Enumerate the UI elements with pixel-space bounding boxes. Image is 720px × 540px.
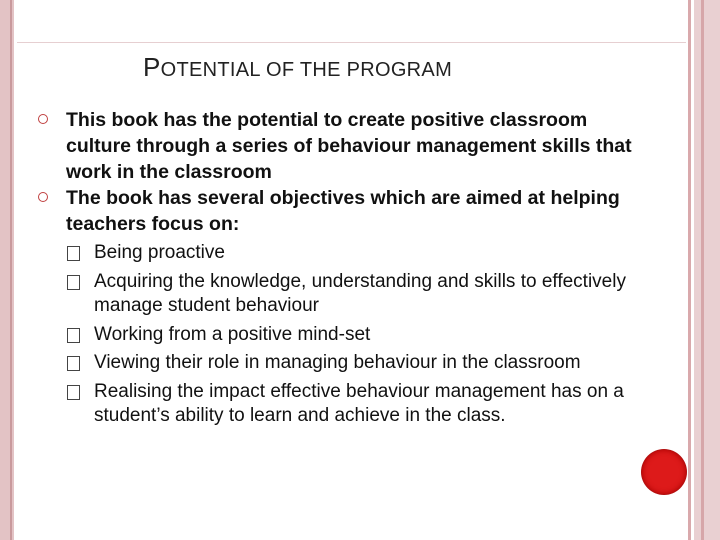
checkbox-bullet-icon bbox=[67, 275, 80, 290]
title-initial: P bbox=[143, 52, 161, 82]
bullet-text: The book has several objectives which are aimed at helping teachers focus on: bbox=[66, 187, 620, 235]
right-border-line-inner bbox=[701, 0, 704, 540]
bullet-text: This book has the potential to create positive classroom culture through a series of behaviour management skills that work in the classroom bbox=[66, 109, 632, 183]
sub-bullet-text: Realising the impact effective behaviour management has on a student’s ability to learn and achieve in the class. bbox=[94, 380, 624, 426]
left-border-line bbox=[10, 0, 12, 540]
slide-title bbox=[143, 52, 452, 83]
circle-bullet-icon bbox=[38, 114, 48, 124]
sub-bullet-item bbox=[36, 323, 656, 348]
top-rule bbox=[17, 42, 686, 43]
sub-bullet-item bbox=[36, 241, 656, 266]
checkbox-bullet-icon bbox=[67, 328, 80, 343]
bullet-item bbox=[36, 185, 656, 237]
sub-bullet-text: Viewing their role in managing behaviour in the classroom bbox=[94, 352, 581, 373]
slide-content bbox=[36, 107, 656, 429]
sub-bullet-item bbox=[36, 270, 656, 319]
bullet-item bbox=[36, 107, 656, 185]
red-circle-icon bbox=[642, 450, 686, 494]
sub-bullet-item bbox=[36, 380, 656, 429]
checkbox-bullet-icon bbox=[67, 356, 80, 371]
right-border-decoration bbox=[694, 0, 720, 540]
circle-bullet-icon bbox=[38, 192, 48, 202]
right-border-line-outer bbox=[688, 0, 691, 540]
sub-bullet-text: Being proactive bbox=[94, 242, 225, 263]
checkbox-bullet-icon bbox=[67, 385, 80, 400]
title-rest: OTENTIAL OF THE PROGRAM bbox=[160, 59, 453, 81]
sub-bullet-item bbox=[36, 351, 656, 376]
sub-bullet-text: Acquiring the knowledge, understanding and skills to effectively manage student behaviour bbox=[94, 270, 626, 316]
checkbox-bullet-icon bbox=[67, 246, 80, 261]
sub-bullet-text: Working from a positive mind-set bbox=[94, 323, 371, 345]
